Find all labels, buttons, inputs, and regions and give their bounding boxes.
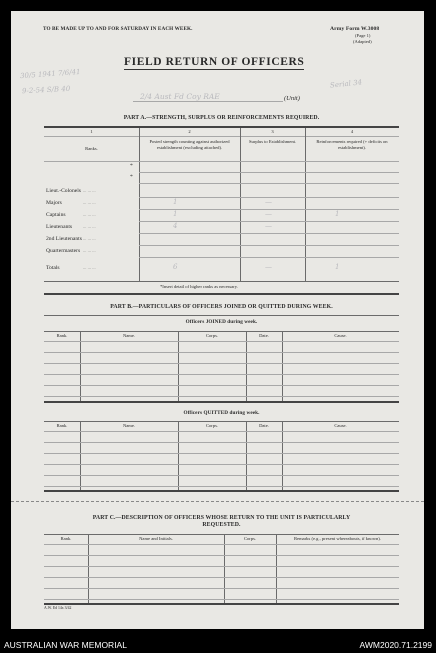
surplus-mark: — <box>265 263 272 271</box>
rank-label: * <box>130 174 133 180</box>
unit-underline <box>133 101 283 102</box>
header-instruction: TO BE MADE UP TO AND FOR SATURDAY IN EACH WEEK. <box>43 26 193 32</box>
table-row-line <box>44 464 399 465</box>
col-header-posted: Posted strength counting against authorized establishment (excluding attached). <box>149 139 230 150</box>
part-c-col-header: Rank. <box>60 536 72 541</box>
rank-label: Captains <box>46 212 66 218</box>
part-a-footnote: *Insert detail of higher ranks as necessary. <box>160 284 238 289</box>
footer-institution: AUSTRALIAN WAR MEMORIAL <box>4 640 127 650</box>
row-line <box>139 183 399 184</box>
table-row-line <box>44 341 399 342</box>
joined-title: Officers JOINED during week. <box>185 319 258 325</box>
dash-leader: ... ... ... <box>83 188 96 193</box>
table-row-line <box>44 385 399 386</box>
dash-leader: ... ... ... <box>83 236 96 241</box>
quitted-col-header: Name. <box>122 423 136 428</box>
posted-mark: 4 <box>173 222 178 230</box>
row-line <box>139 245 399 246</box>
perforation-line <box>11 501 424 502</box>
quitted-title: Officers QUITTED during week. <box>183 410 260 416</box>
handwritten-unit: 2/4 Aust Fd Coy RAE <box>140 92 220 101</box>
rank-label: Quartermasters <box>46 248 81 254</box>
quitted-col-header: Date. <box>259 423 269 428</box>
table-row-line <box>44 453 399 454</box>
table-row-line <box>44 475 399 476</box>
table-row-line <box>44 374 399 375</box>
col-header-ranks: Ranks. <box>85 146 98 151</box>
joined-col-header: Corps. <box>205 333 219 338</box>
table-row-line <box>44 577 399 578</box>
table-row-line <box>44 396 399 397</box>
unit-label: (Unit) <box>284 95 300 102</box>
rank-label: Lieutenants <box>46 224 73 230</box>
dash-leader: ... ... ... <box>83 224 96 229</box>
table-row-line <box>44 555 399 556</box>
part-c-title-line1: PART C.—DESCRIPTION OF OFFICERS WHOSE RETURN TO THE UNIT IS PARTICULARLY <box>92 515 351 521</box>
posted-mark: 1 <box>173 210 178 218</box>
row-line <box>139 257 399 258</box>
table-row-line <box>44 352 399 353</box>
col-number-4: 4 <box>350 129 354 134</box>
rank-label: Totals <box>46 265 60 271</box>
dash-leader: ... ... ... <box>83 265 96 270</box>
rank-label: * <box>130 163 133 169</box>
row-line <box>139 233 399 234</box>
table-row-line <box>44 599 399 600</box>
row-line <box>139 172 399 173</box>
col-number-1: 1 <box>90 129 93 134</box>
table-row-line <box>44 588 399 589</box>
quitted-col-header: Rank. <box>56 423 68 428</box>
part-c-col-header: Remarks (e.g., present whereabouts, if known). <box>293 536 381 541</box>
table-row-line <box>44 431 399 432</box>
table-row-line <box>44 544 399 545</box>
rank-label: Lieut.-Colonels <box>46 188 81 194</box>
part-b-title: PART B.—PARTICULARS OF OFFICERS JOINED OR QUITTED DURING WEEK. <box>110 304 333 310</box>
table-row-line <box>44 566 399 567</box>
quitted-col-header: Corps. <box>205 423 219 428</box>
part-c-title-line2: REQUESTED. <box>202 522 241 528</box>
part-a-title: PART A.—STRENGTH, SURPLUS OR REINFORCEMENTS REQUIRED. <box>123 115 320 121</box>
form-title: FIELD RETURN OF OFFICERS <box>124 56 305 68</box>
col-number-2: 2 <box>188 129 191 134</box>
joined-col-header: Rank. <box>56 333 68 338</box>
surplus-mark: — <box>265 198 272 206</box>
table-row-line <box>44 486 399 487</box>
dash-leader: ... ... ... <box>83 200 96 205</box>
table-row-line <box>44 442 399 443</box>
table-row-line <box>44 363 399 364</box>
rank-label: 2nd Lieutenants <box>46 236 82 242</box>
posted-mark: 1 <box>173 198 178 206</box>
print-reference: A.W. Ed 14x 3/42 <box>44 606 72 610</box>
joined-col-header: Date. <box>259 333 269 338</box>
part-c-col-header: Name and Initials. <box>139 536 173 541</box>
col-header-surplus: Surplus to Establishment. <box>248 139 297 144</box>
dash-leader: ... ... ... <box>83 248 96 253</box>
reinforcement-mark: 1 <box>335 263 340 271</box>
adapted-label: (Adapted) <box>353 39 372 44</box>
handwritten-reference: 9-2-54 S/B 40 <box>21 84 71 96</box>
quitted-col-header: Cause. <box>334 423 347 428</box>
form-number: Army Form W.3008 <box>330 26 380 32</box>
rank-label: Majors <box>46 200 62 206</box>
surplus-mark: — <box>265 210 272 218</box>
footer-bar <box>0 637 436 653</box>
joined-col-header: Cause. <box>334 333 347 338</box>
part-c-col-header: Corps. <box>243 536 257 541</box>
handwritten-date: 30/5 1941 7/6/41 <box>19 67 81 81</box>
joined-col-header: Name. <box>122 333 136 338</box>
page-label: (Page 1) <box>355 33 371 38</box>
col-header-reinforcements: Reinforcements required (+ deficits on establishment). <box>316 139 388 150</box>
posted-mark: 6 <box>173 263 178 271</box>
footer-accession-number: AWM2020.71.2199 <box>359 640 432 650</box>
surplus-mark: — <box>265 222 272 230</box>
dash-leader: ... ... ... <box>83 212 96 217</box>
handwritten-serial: Serial 34 <box>329 78 363 90</box>
col-number-3: 3 <box>271 129 274 134</box>
reinforcement-mark: 1 <box>335 210 340 218</box>
